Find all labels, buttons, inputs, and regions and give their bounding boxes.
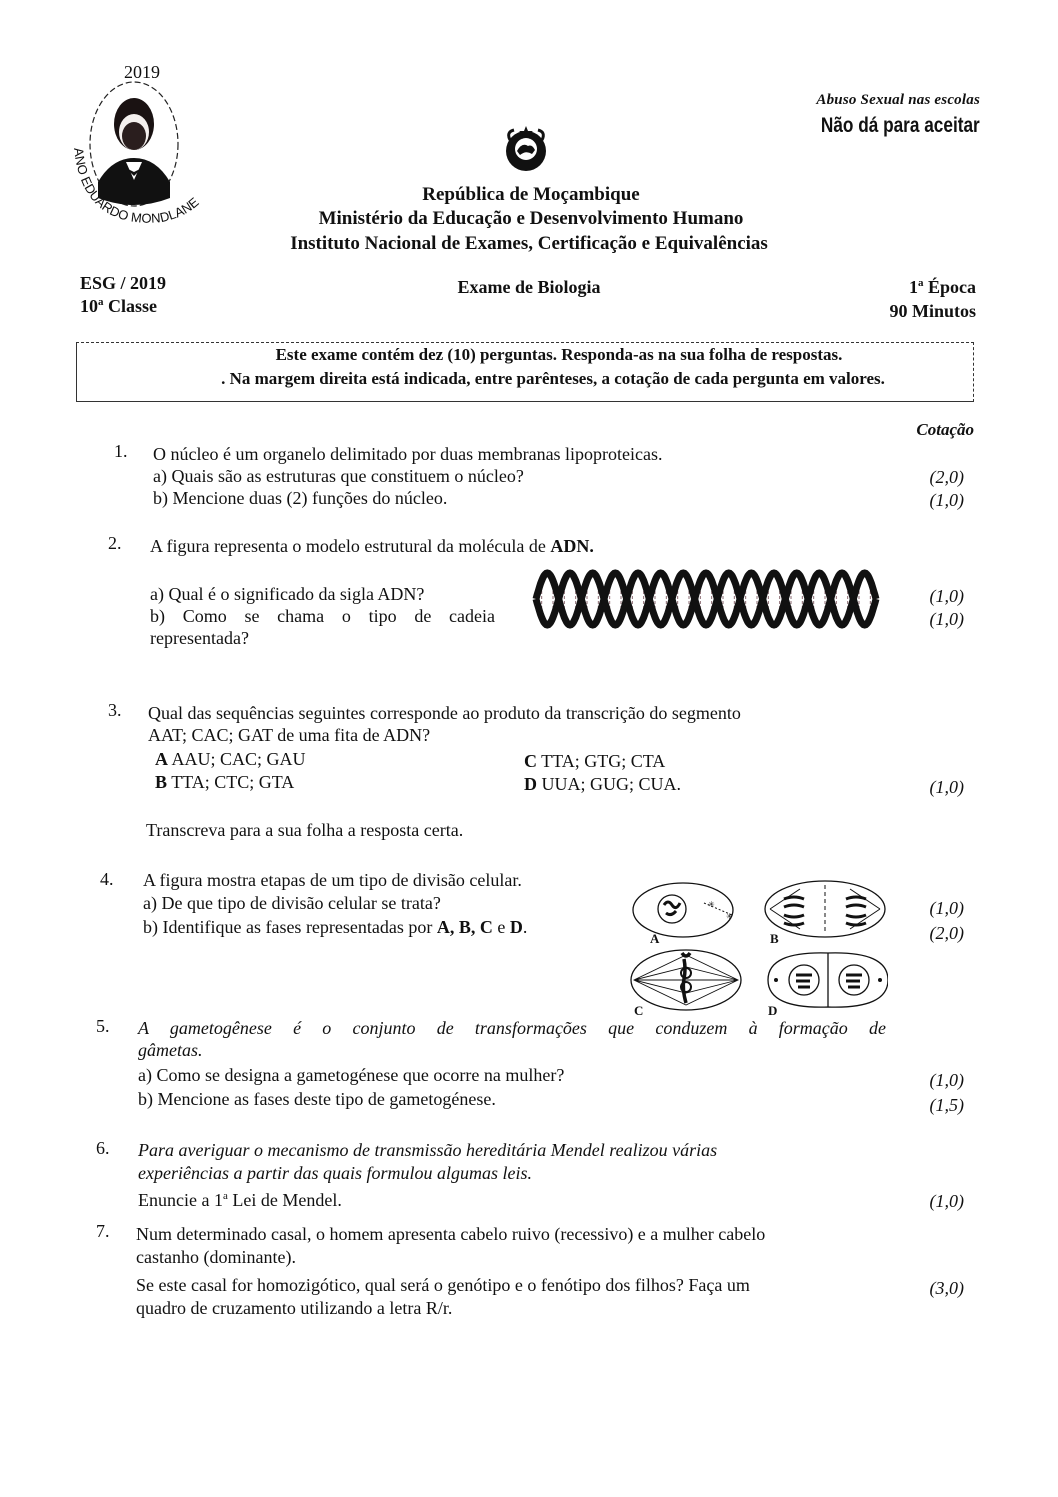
institution-line-2: Ministério da Educação e Desenvolvimento Humano (318, 208, 744, 229)
score-value: (1,0) (929, 1070, 964, 1090)
question-part: b) Mencione as fases deste tipo de gametogénese. (138, 1089, 496, 1109)
question-number: 2. (108, 533, 122, 553)
figure-label-b: B (770, 931, 779, 946)
score-value: (2,0) (929, 923, 964, 943)
instructions-line-1: Este exame contém dez (10) perguntas. Responda-as na sua folha de respostas. (275, 345, 843, 364)
exam-title: Exame de Biologia (457, 277, 601, 297)
svg-text:✳: ✳ (708, 900, 715, 909)
score-value: (2,0) (929, 467, 964, 487)
question-part: a) De que tipo de divisão celular se trata? (143, 893, 441, 913)
question-part: b) Mencione duas (2) funções do núcleo. (153, 488, 448, 508)
option-d: D UUA; GUG; CUA. (524, 774, 681, 794)
score-value: (1,0) (929, 1191, 964, 1211)
score-value: (1,0) (929, 586, 964, 606)
question-stem-line-2: experiências a partir das quais formulou algumas leis. (138, 1163, 532, 1183)
question-stem-line-1: Qual das sequências seguintes corresponde ao produto da transcrição do segmento (148, 703, 741, 723)
score-column-header: Cotação (916, 420, 974, 439)
figure-label-c: C (634, 1003, 644, 1017)
question-part: b) Identifique as fases representadas por A, B, C e D. (143, 917, 528, 937)
question-line-2: castanho (dominante). (136, 1247, 296, 1267)
phase-a-cell (633, 883, 733, 937)
campaign-slogan-line2: Não dá para aceitar (821, 114, 980, 137)
option-b: B TTA; CTC; GTA (155, 772, 295, 792)
phase-b-cell (765, 881, 885, 937)
option-c: C TTA; GTG; CTA (524, 751, 666, 771)
question-part: a) Como se designa a gametogénese que ocorre na mulher? (138, 1065, 565, 1085)
cell-division-figure (628, 877, 888, 1017)
question-stem: O núcleo é um organelo delimitado por duas membranas lipoproteicas. (153, 444, 663, 464)
question-line-1: Num determinado casal, o homem apresenta cabelo ruivo (recessivo) e a mulher cabelo (136, 1224, 766, 1244)
question-line-4: quadro de cruzamento utilizando a letra R/r. (136, 1298, 453, 1318)
question-part: representada? (150, 628, 249, 648)
question-part: a) Quais são as estruturas que constituem o núcleo? (153, 466, 524, 486)
score-value: (1,5) (929, 1095, 964, 1115)
option-a: A AAU; CAC; GAU (155, 749, 306, 769)
institution-line-3: Instituto Nacional de Exames, Certificação e Equivalências (290, 233, 768, 254)
score-value: (1,0) (929, 898, 964, 918)
question-number: 4. (100, 869, 114, 889)
phase-d-cell (768, 953, 888, 1007)
figure-label-d: D (768, 1003, 778, 1017)
question-number: 5. (96, 1016, 110, 1036)
question-part: b) Como se chama o tipo de cadeia (150, 606, 495, 626)
question-stem-line-2: AAT; CAC; GAT de uma fita de ADN? (148, 725, 431, 745)
question-number: 1. (114, 441, 128, 461)
score-value: (1,0) (929, 777, 964, 797)
score-value: (1,0) (929, 609, 964, 629)
institution-line-1: República de Moçambique (422, 184, 640, 205)
question-stem: A figura mostra etapas de um tipo de divisão celular. (143, 870, 522, 890)
question-note: Transcreva para a sua folha a resposta certa. (146, 820, 464, 840)
question-stem-line-2: gâmetas. (138, 1040, 203, 1060)
campaign-slogan-line1: Abuso Sexual nas escolas (816, 92, 980, 108)
phase-c-cell (631, 950, 741, 1010)
question-number: 7. (96, 1221, 110, 1241)
mozambique-emblem-icon (502, 124, 550, 174)
question-task: Enuncie a 1$^a$ Lei de Mendel. (138, 1190, 342, 1210)
exam-duration: 90 Minutos (889, 301, 976, 321)
seal-ring-text: ANO EDUARDO MONDLANE (70, 146, 202, 226)
dna-double-helix-figure (528, 567, 888, 631)
question-part: a) Qual é o significado da sigla ADN? (150, 584, 425, 604)
question-stem-line-1: A gametogênese é o conjunto de transformações que conduzem à formação de (138, 1018, 886, 1038)
figure-label-a: A (650, 931, 660, 946)
question-number: 3. (108, 700, 122, 720)
question-line-3: Se este casal for homozigótico, qual será o genótipo e o fenótipo dos filhos? Faça um (136, 1275, 750, 1295)
svg-text:✳: ✳ (726, 912, 733, 921)
exam-epoch: 1$^a$ Época (908, 277, 976, 297)
seal-year: 2019 (124, 62, 160, 82)
question-stem-line-1: Para averiguar o mecanismo de transmissão hereditária Mendel realizou várias (138, 1140, 718, 1160)
exam-grade: 10$^a$ Classe (80, 296, 157, 316)
instructions-line-2: . Na margem direita está indicada, entre parênteses, a cotação de cada pergunta em valores. (221, 369, 885, 388)
question-number: 6. (96, 1138, 110, 1158)
score-value: (1,0) (929, 490, 964, 510)
question-stem: A figura representa o modelo estrutural da molécula de ADN. (150, 536, 594, 556)
exam-code: ESG / 2019 (80, 273, 167, 293)
score-value: (3,0) (929, 1278, 964, 1298)
